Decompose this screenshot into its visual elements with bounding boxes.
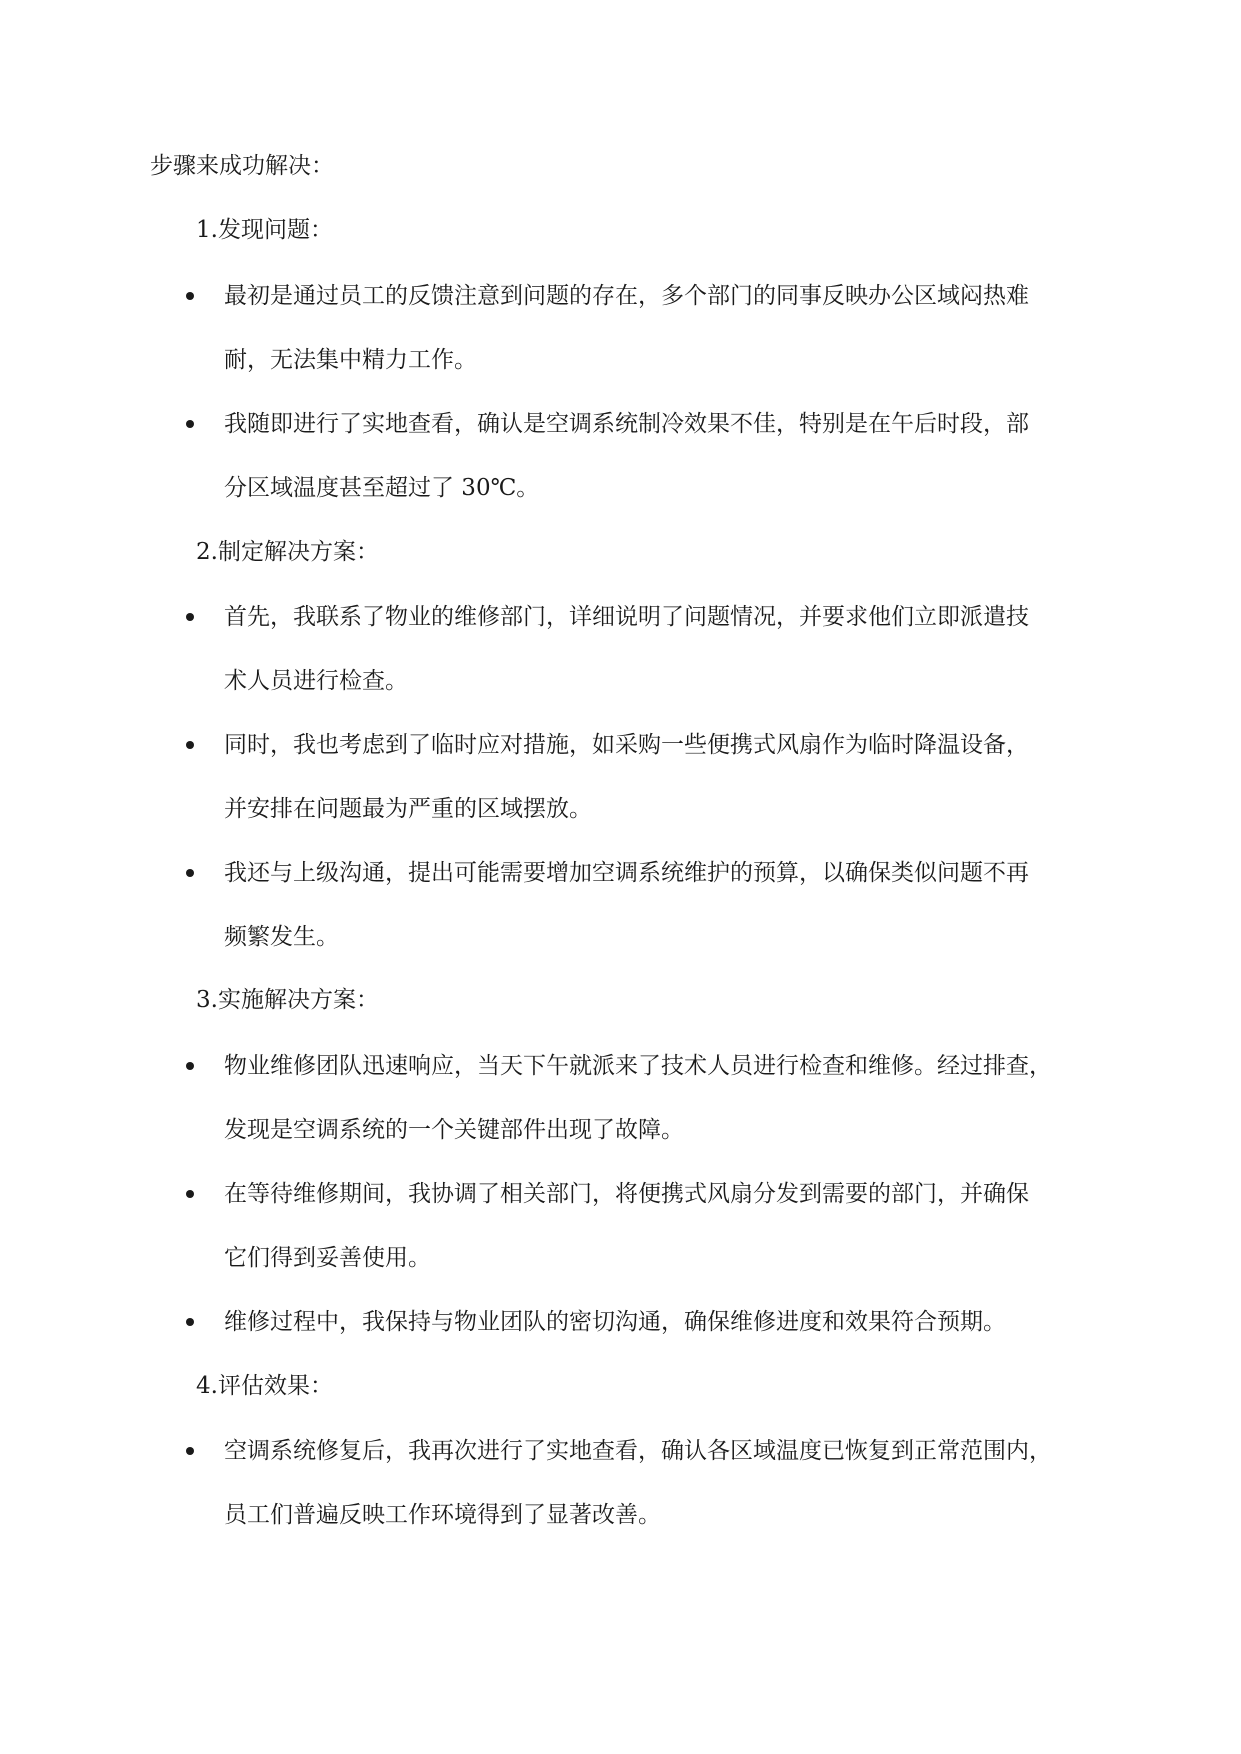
bullet-text-line: 同时，我也考虑到了临时应对措施，如采购一些便携式风扇作为临时降温设备， [224,732,1029,758]
section-heading: 2.制定解决方案： [196,539,379,565]
bullet-icon [186,1062,194,1070]
bullet-icon [186,1190,194,1198]
section-heading: 1.发现问题： [196,217,333,243]
bullet-icon [186,741,194,749]
bullet-text-line: 维修过程中，我保持与物业团队的密切沟通，确保维修进度和效果符合预期。 [224,1309,1006,1335]
bullet-text-line: 耐，无法集中精力工作。 [224,347,477,373]
intro-text: 步骤来成功解决： [150,153,334,179]
bullet-text-line: 术人员进行检查。 [224,668,408,694]
bullet-text-line: 并安排在问题最为严重的区域摆放。 [224,796,592,822]
bullet-text-line: 物业维修团队迅速响应，当天下午就派来了技术人员进行检查和维修。经过排查， [224,1053,1052,1079]
bullet-text-line: 员工们普遍反映工作环境得到了显著改善。 [224,1502,661,1528]
bullet-icon [186,292,194,300]
bullet-icon [186,869,194,877]
bullet-text-line: 首先，我联系了物业的维修部门，详细说明了问题情况，并要求他们立即派遣技 [224,604,1029,630]
bullet-text-line: 频繁发生。 [224,924,339,950]
bullet-text-line: 分区域温度甚至超过了 30℃。 [224,475,540,501]
section-heading: 4.评估效果： [196,1373,333,1399]
bullet-text-line: 它们得到妥善使用。 [224,1245,431,1271]
bullet-icon [186,1447,194,1455]
bullet-icon [186,1318,194,1326]
bullet-text-line: 发现是空调系统的一个关键部件出现了故障。 [224,1117,684,1143]
bullet-text-line: 我随即进行了实地查看，确认是空调系统制冷效果不佳，特别是在午后时段，部 [224,411,1029,437]
bullet-text-line: 我还与上级沟通，提出可能需要增加空调系统维护的预算，以确保类似问题不再 [224,860,1029,886]
bullet-text-line: 在等待维修期间，我协调了相关部门，将便携式风扇分发到需要的部门，并确保 [224,1181,1029,1207]
bullet-text-line: 空调系统修复后，我再次进行了实地查看，确认各区域温度已恢复到正常范围内， [224,1438,1052,1464]
bullet-icon [186,613,194,621]
bullet-text-line: 最初是通过员工的反馈注意到问题的存在，多个部门的同事反映办公区域闷热难 [224,283,1029,309]
section-heading: 3.实施解决方案： [196,987,379,1013]
bullet-icon [186,420,194,428]
